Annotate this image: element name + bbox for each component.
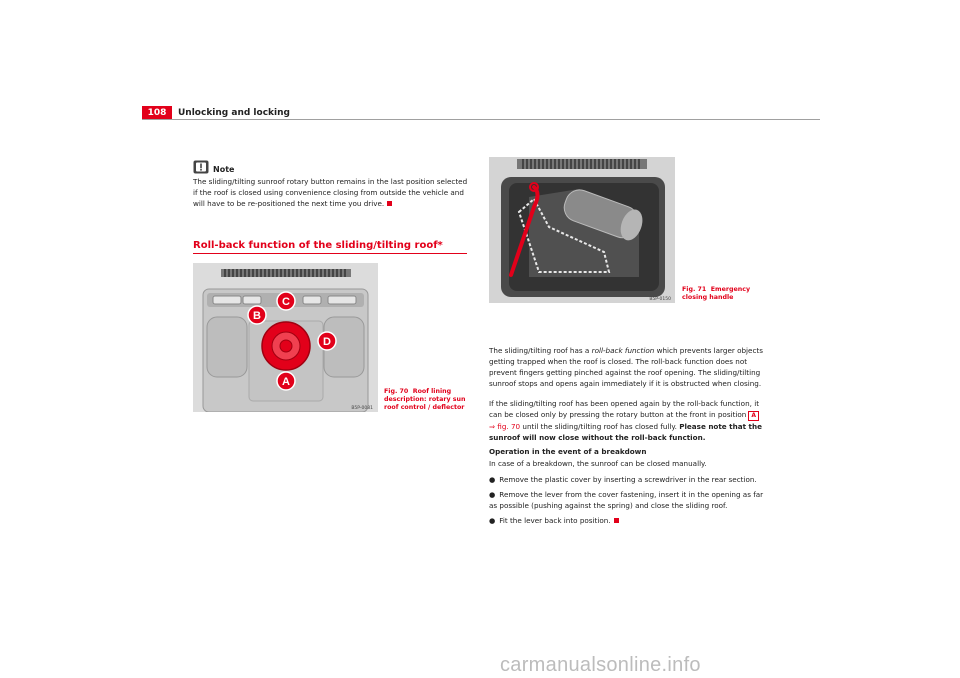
end-marker [387, 201, 392, 206]
breakdown-intro: In case of a breakdown, the sunroof can be closed manually. [489, 459, 707, 468]
fig-70-link[interactable]: ⇒ fig. 70 [489, 422, 521, 431]
note-title: Note [213, 165, 235, 174]
section-heading: Roll-back function of the sliding/tilting roof* [193, 240, 443, 251]
figure-71-emergency-handle-image [489, 157, 675, 303]
breakdown-subheading: Operation in the event of a breakdown [489, 447, 647, 456]
note-icon [193, 160, 209, 174]
page-title: Unlocking and locking [178, 108, 290, 118]
label-c: C [282, 296, 290, 308]
figure-70-caption: Fig. 70 Roof lining description: rotary sun roof control / deflector [384, 388, 466, 411]
body-paragraph-2: If the sliding/tilting roof has been opened again by the roll-back function, it can be closed only by pressing the rotary button at the front in position A ⇒ fig. 70 until the sliding/tilting roof has closed fully. Please note that the sunroof will now close without the roll-back function. [489, 399, 762, 442]
list-item: ● Remove the lever from the cover fastening, insert it in the opening as far as possible (pushing against the spring) and close the sliding roof. [489, 490, 764, 510]
label-a: A [282, 376, 290, 388]
label-d: D [323, 336, 331, 348]
figure-70-roof-lining-image [193, 263, 378, 412]
section-divider [193, 253, 467, 254]
watermark: carmanualsonline.info [500, 654, 701, 676]
end-marker [614, 518, 619, 523]
figure-71-code: B5P-0150 [649, 297, 671, 302]
ref-label-a: A [748, 411, 759, 421]
note-text: The sliding/tilting sunroof rotary button remains in the last position selected if the roof is closed using convenience closing from outside the vehicle and will have to be re-positioned the next time you drive. [193, 177, 468, 208]
header-divider [142, 119, 820, 120]
list-item: ● Fit the lever back into position. [489, 515, 765, 526]
page-number: 108 [142, 106, 172, 120]
label-b: B [253, 310, 261, 322]
figure-71-caption: Fig. 71 Emergency closing handle [682, 286, 751, 301]
figure-70-code: B5P-0081 [351, 406, 373, 411]
body-paragraph-1: The sliding/tilting roof has a roll-back function which prevents larger objects getting trapped when the roof is closed. The roll-back function does not prevent fingers getting pinched against the roof opening. The sliding/tilting sunroof stops and opens again immediately if it is obstructed when closing. [489, 346, 763, 388]
list-item: ● Remove the plastic cover by inserting a screwdriver in the rear section. [489, 475, 757, 484]
